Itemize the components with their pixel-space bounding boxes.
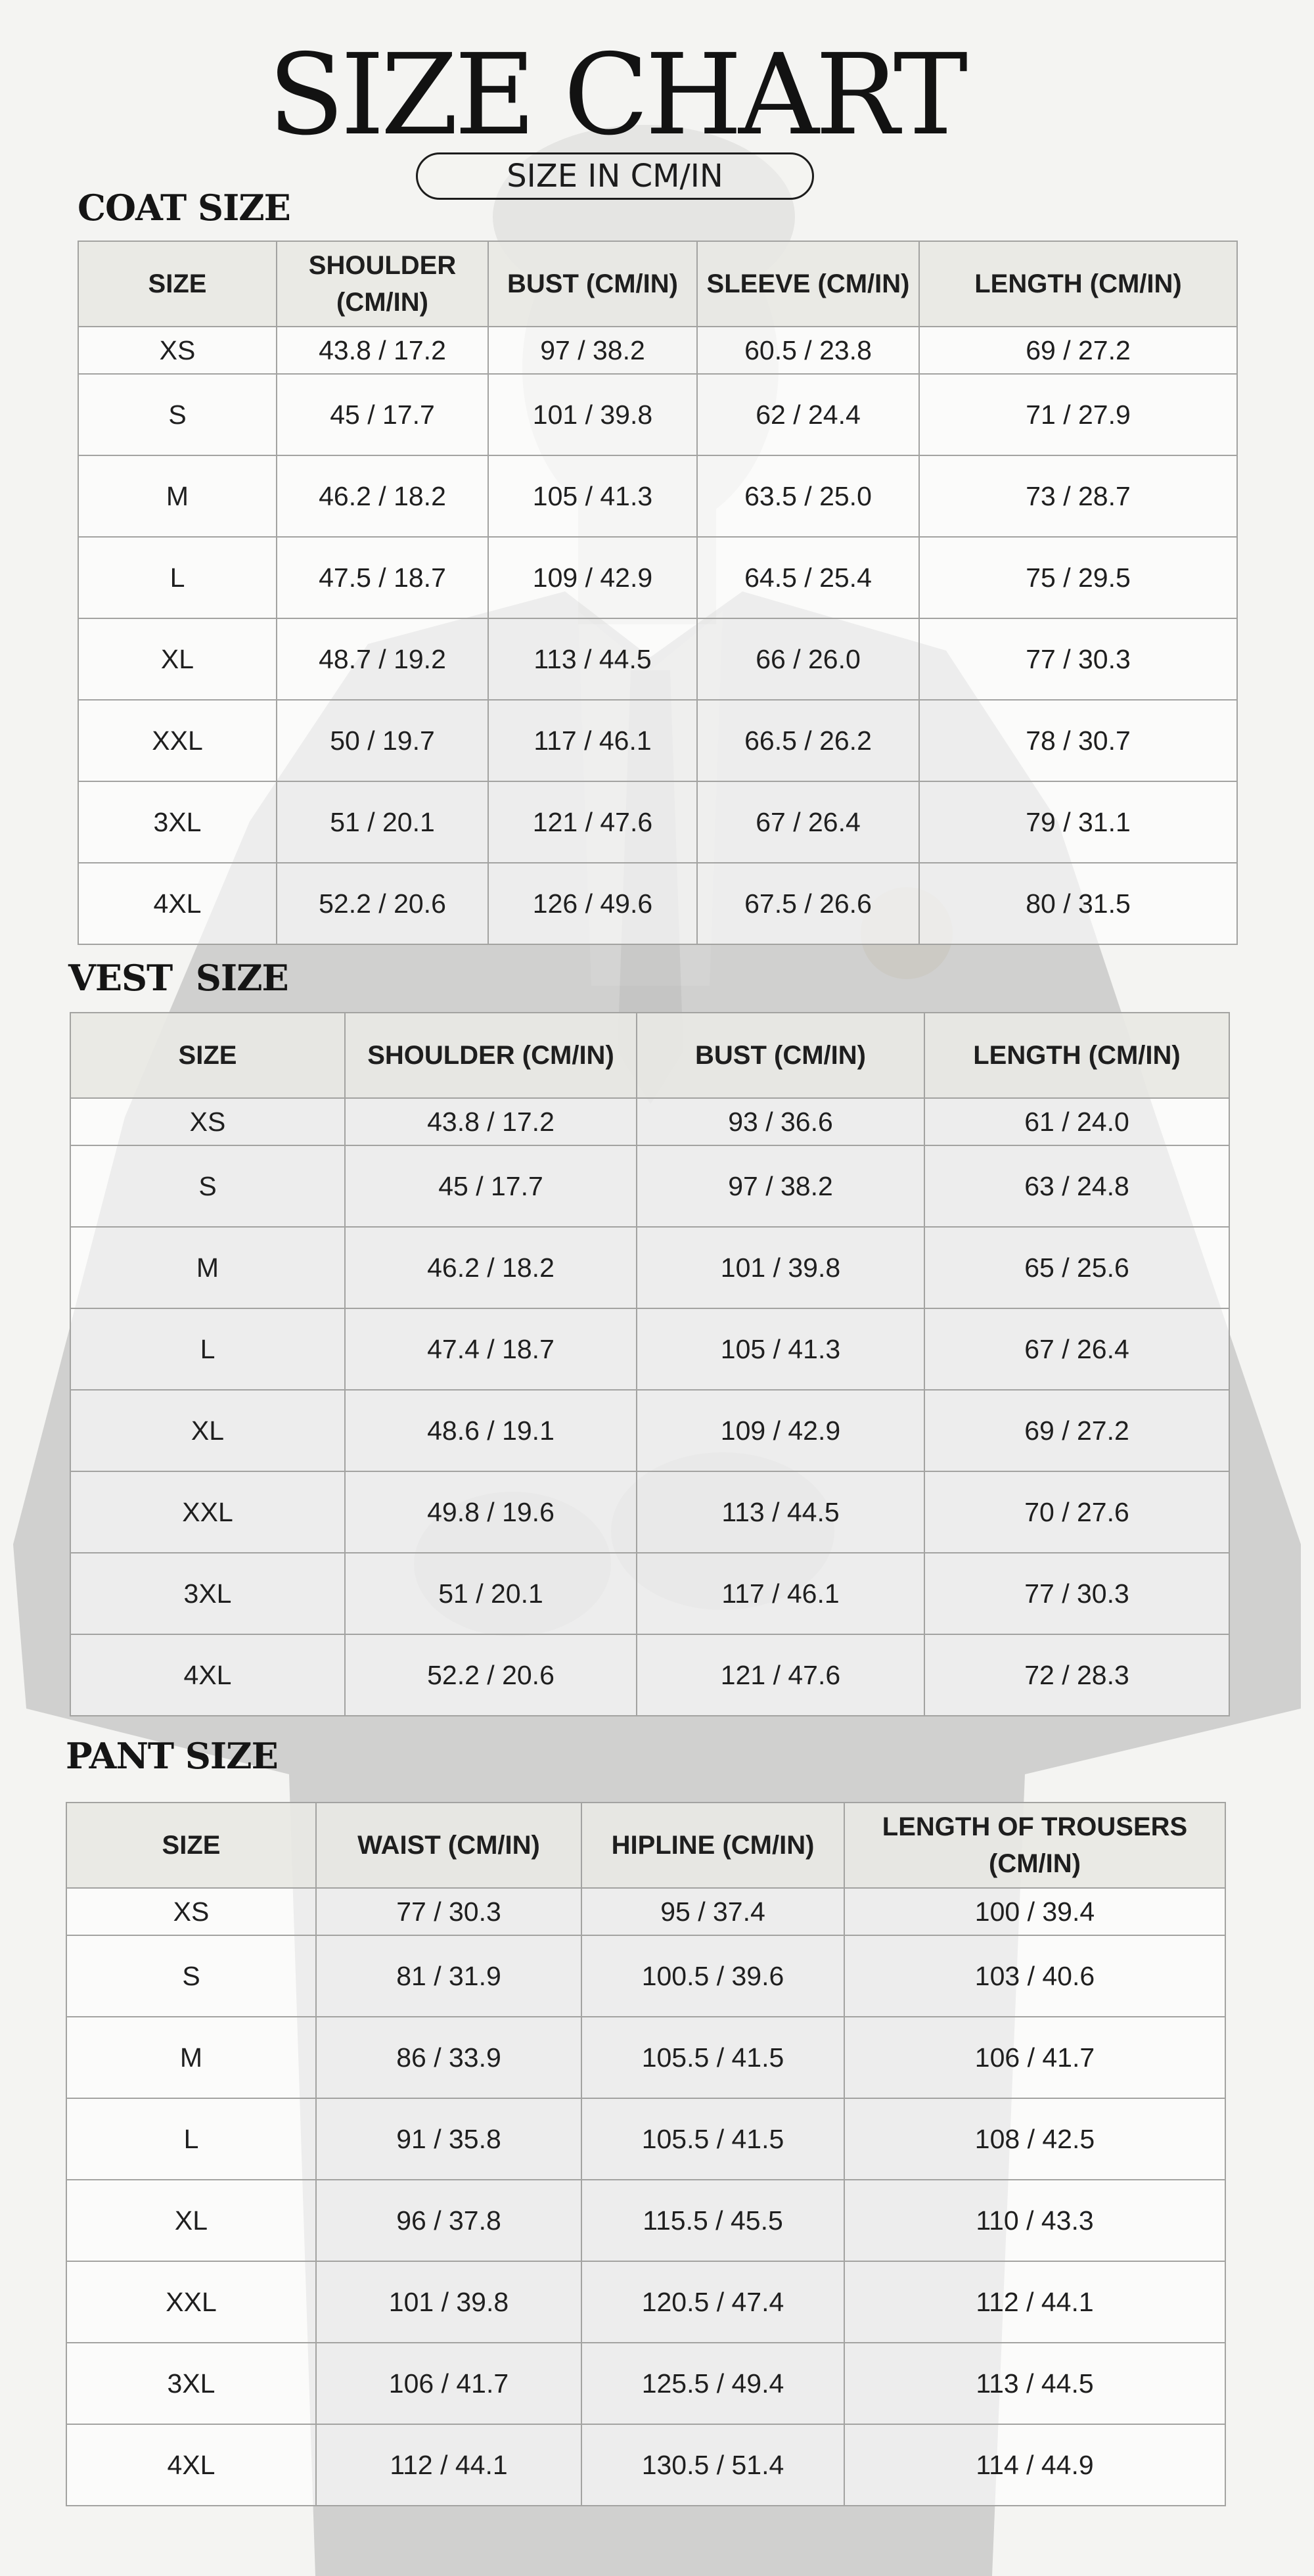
coat-table-row: [78, 863, 1237, 944]
coat-measurement-cell: 121 / 47.6: [488, 781, 697, 863]
pant-measurement-cell: 106 / 41.7: [316, 2343, 581, 2424]
coat-measurement-cell: 66 / 26.0: [697, 618, 919, 700]
pant-measurement-cell: 110 / 43.3: [844, 2180, 1225, 2261]
coat-size-heading: COAT SIZE: [78, 187, 290, 229]
vest-measurement-cell: 70 / 27.6: [924, 1471, 1229, 1553]
vest-measurement-cell: 47.4 / 18.7: [345, 1308, 637, 1390]
pant-column-header: LENGTH OF TROUSERS (CM/IN): [844, 1803, 1225, 1888]
pant-table-row: [66, 2343, 1225, 2424]
pant-measurement-cell: 96 / 37.8: [316, 2180, 581, 2261]
pant-measurement-cell: 120.5 / 47.4: [581, 2261, 844, 2343]
coat-header-row: [78, 241, 1237, 327]
coat-measurement-cell: 69 / 27.2: [919, 327, 1237, 374]
coat-size-label-cell: S: [78, 374, 277, 455]
pant-measurement-cell: 114 / 44.9: [844, 2424, 1225, 2506]
coat-column-header: SLEEVE (CM/IN): [697, 241, 919, 327]
vest-measurement-cell: 93 / 36.6: [637, 1098, 924, 1145]
pant-measurement-cell: 125.5 / 49.4: [581, 2343, 844, 2424]
coat-size-table: [78, 241, 1238, 945]
vest-measurement-cell: 72 / 28.3: [924, 1634, 1229, 1716]
vest-table-row: [70, 1471, 1229, 1553]
vest-header-row: [70, 1013, 1229, 1098]
vest-measurement-cell: 43.8 / 17.2: [345, 1098, 637, 1145]
pant-column-header: HIPLINE (CM/IN): [581, 1803, 844, 1888]
vest-measurement-cell: 69 / 27.2: [924, 1390, 1229, 1471]
coat-measurement-cell: 60.5 / 23.8: [697, 327, 919, 374]
vest-measurement-cell: 48.6 / 19.1: [345, 1390, 637, 1471]
pant-measurement-cell: 115.5 / 45.5: [581, 2180, 844, 2261]
vest-size-label-cell: L: [70, 1308, 345, 1390]
coat-measurement-cell: 64.5 / 25.4: [697, 537, 919, 618]
pant-measurement-cell: 112 / 44.1: [316, 2424, 581, 2506]
coat-measurement-cell: 75 / 29.5: [919, 537, 1237, 618]
coat-size-label-cell: XXL: [78, 700, 277, 781]
vest-table-row: [70, 1227, 1229, 1308]
vest-table-row: [70, 1308, 1229, 1390]
pant-size-label-cell: L: [66, 2098, 316, 2180]
vest-column-header: SIZE: [70, 1013, 345, 1098]
pant-measurement-cell: 108 / 42.5: [844, 2098, 1225, 2180]
coat-column-header: SHOULDER (CM/IN): [277, 241, 488, 327]
vest-measurement-cell: 52.2 / 20.6: [345, 1634, 637, 1716]
coat-measurement-cell: 52.2 / 20.6: [277, 863, 488, 944]
pant-column-header: WAIST (CM/IN): [316, 1803, 581, 1888]
coat-measurement-cell: 45 / 17.7: [277, 374, 488, 455]
vest-size-label-cell: M: [70, 1227, 345, 1308]
coat-measurement-cell: 67.5 / 26.6: [697, 863, 919, 944]
vest-size-table: [70, 1012, 1230, 1716]
coat-table-row: [78, 455, 1237, 537]
coat-size-label-cell: XL: [78, 618, 277, 700]
vest-measurement-cell: 63 / 24.8: [924, 1145, 1229, 1227]
pant-table-row: [66, 1935, 1225, 2017]
pant-measurement-cell: 101 / 39.8: [316, 2261, 581, 2343]
vest-table-row: [70, 1390, 1229, 1471]
vest-measurement-cell: 109 / 42.9: [637, 1390, 924, 1471]
pant-size-label-cell: S: [66, 1935, 316, 2017]
pant-measurement-cell: 130.5 / 51.4: [581, 2424, 844, 2506]
coat-measurement-cell: 78 / 30.7: [919, 700, 1237, 781]
vest-measurement-cell: 117 / 46.1: [637, 1553, 924, 1634]
coat-measurement-cell: 71 / 27.9: [919, 374, 1237, 455]
vest-measurement-cell: 61 / 24.0: [924, 1098, 1229, 1145]
vest-size-label-cell: XL: [70, 1390, 345, 1471]
coat-size-label-cell: XS: [78, 327, 277, 374]
coat-table-row: [78, 700, 1237, 781]
pant-measurement-cell: 112 / 44.1: [844, 2261, 1225, 2343]
coat-column-header: LENGTH (CM/IN): [919, 241, 1237, 327]
vest-size-label-cell: XXL: [70, 1471, 345, 1553]
pant-measurement-cell: 81 / 31.9: [316, 1935, 581, 2017]
coat-size-label-cell: M: [78, 455, 277, 537]
vest-size-label-cell: 3XL: [70, 1553, 345, 1634]
coat-measurement-cell: 105 / 41.3: [488, 455, 697, 537]
pant-size-heading: PANT SIZE: [66, 1735, 278, 1777]
pant-measurement-cell: 105.5 / 41.5: [581, 2017, 844, 2098]
coat-column-header: BUST (CM/IN): [488, 241, 697, 327]
pant-header-row: [66, 1803, 1225, 1888]
coat-size-label-cell: L: [78, 537, 277, 618]
vest-size-heading: VEST SIZE: [68, 957, 288, 999]
coat-measurement-cell: 63.5 / 25.0: [697, 455, 919, 537]
coat-measurement-cell: 46.2 / 18.2: [277, 455, 488, 537]
vest-column-header: SHOULDER (CM/IN): [345, 1013, 637, 1098]
coat-table-row: [78, 327, 1237, 374]
pant-size-label-cell: XS: [66, 1888, 316, 1935]
coat-measurement-cell: 43.8 / 17.2: [277, 327, 488, 374]
vest-measurement-cell: 45 / 17.7: [345, 1145, 637, 1227]
pant-measurement-cell: 105.5 / 41.5: [581, 2098, 844, 2180]
coat-measurement-cell: 77 / 30.3: [919, 618, 1237, 700]
vest-measurement-cell: 97 / 38.2: [637, 1145, 924, 1227]
vest-column-header: BUST (CM/IN): [637, 1013, 924, 1098]
coat-size-label-cell: 3XL: [78, 781, 277, 863]
vest-measurement-cell: 51 / 20.1: [345, 1553, 637, 1634]
vest-measurement-cell: 46.2 / 18.2: [345, 1227, 637, 1308]
coat-measurement-cell: 101 / 39.8: [488, 374, 697, 455]
pant-measurement-cell: 100 / 39.4: [844, 1888, 1225, 1935]
coat-measurement-cell: 97 / 38.2: [488, 327, 697, 374]
vest-column-header: LENGTH (CM/IN): [924, 1013, 1229, 1098]
vest-size-label-cell: XS: [70, 1098, 345, 1145]
coat-table-row: [78, 618, 1237, 700]
coat-table-row: [78, 374, 1237, 455]
pant-measurement-cell: 106 / 41.7: [844, 2017, 1225, 2098]
pant-size-label-cell: XXL: [66, 2261, 316, 2343]
coat-measurement-cell: 113 / 44.5: [488, 618, 697, 700]
coat-measurement-cell: 109 / 42.9: [488, 537, 697, 618]
pant-measurement-cell: 91 / 35.8: [316, 2098, 581, 2180]
vest-table-row: [70, 1098, 1229, 1145]
pant-size-label-cell: 3XL: [66, 2343, 316, 2424]
pant-table-row: [66, 2424, 1225, 2506]
coat-measurement-cell: 67 / 26.4: [697, 781, 919, 863]
pant-size-table: [66, 1802, 1226, 2506]
pant-measurement-cell: 113 / 44.5: [844, 2343, 1225, 2424]
coat-measurement-cell: 47.5 / 18.7: [277, 537, 488, 618]
coat-measurement-cell: 48.7 / 19.2: [277, 618, 488, 700]
pant-measurement-cell: 95 / 37.4: [581, 1888, 844, 1935]
coat-table-row: [78, 537, 1237, 618]
coat-measurement-cell: 50 / 19.7: [277, 700, 488, 781]
vest-table-row: [70, 1145, 1229, 1227]
coat-measurement-cell: 62 / 24.4: [697, 374, 919, 455]
vest-table-row: [70, 1553, 1229, 1634]
pant-measurement-cell: 103 / 40.6: [844, 1935, 1225, 2017]
coat-measurement-cell: 79 / 31.1: [919, 781, 1237, 863]
pant-table-row: [66, 2017, 1225, 2098]
pant-size-label-cell: 4XL: [66, 2424, 316, 2506]
pant-table-row: [66, 1888, 1225, 1935]
pant-column-header: SIZE: [66, 1803, 316, 1888]
coat-measurement-cell: 117 / 46.1: [488, 700, 697, 781]
coat-size-label-cell: 4XL: [78, 863, 277, 944]
page-title: SIZE CHART: [267, 30, 964, 160]
coat-measurement-cell: 66.5 / 26.2: [697, 700, 919, 781]
coat-measurement-cell: 73 / 28.7: [919, 455, 1237, 537]
vest-measurement-cell: 105 / 41.3: [637, 1308, 924, 1390]
coat-measurement-cell: 80 / 31.5: [919, 863, 1237, 944]
pant-measurement-cell: 77 / 30.3: [316, 1888, 581, 1935]
pant-size-label-cell: M: [66, 2017, 316, 2098]
pant-measurement-cell: 86 / 33.9: [316, 2017, 581, 2098]
vest-measurement-cell: 65 / 25.6: [924, 1227, 1229, 1308]
vest-measurement-cell: 121 / 47.6: [637, 1634, 924, 1716]
pant-size-label-cell: XL: [66, 2180, 316, 2261]
vest-table-row: [70, 1634, 1229, 1716]
vest-size-label-cell: 4XL: [70, 1634, 345, 1716]
coat-table-row: [78, 781, 1237, 863]
pant-measurement-cell: 100.5 / 39.6: [581, 1935, 844, 2017]
pant-table-row: [66, 2098, 1225, 2180]
vest-measurement-cell: 77 / 30.3: [924, 1553, 1229, 1634]
vest-size-label-cell: S: [70, 1145, 345, 1227]
coat-measurement-cell: 51 / 20.1: [277, 781, 488, 863]
pant-table-row: [66, 2261, 1225, 2343]
coat-column-header: SIZE: [78, 241, 277, 327]
vest-measurement-cell: 67 / 26.4: [924, 1308, 1229, 1390]
vest-measurement-cell: 49.8 / 19.6: [345, 1471, 637, 1553]
pant-table-row: [66, 2180, 1225, 2261]
unit-badge: SIZE IN CM/IN: [416, 152, 814, 200]
coat-measurement-cell: 126 / 49.6: [488, 863, 697, 944]
vest-measurement-cell: 113 / 44.5: [637, 1471, 924, 1553]
vest-measurement-cell: 101 / 39.8: [637, 1227, 924, 1308]
